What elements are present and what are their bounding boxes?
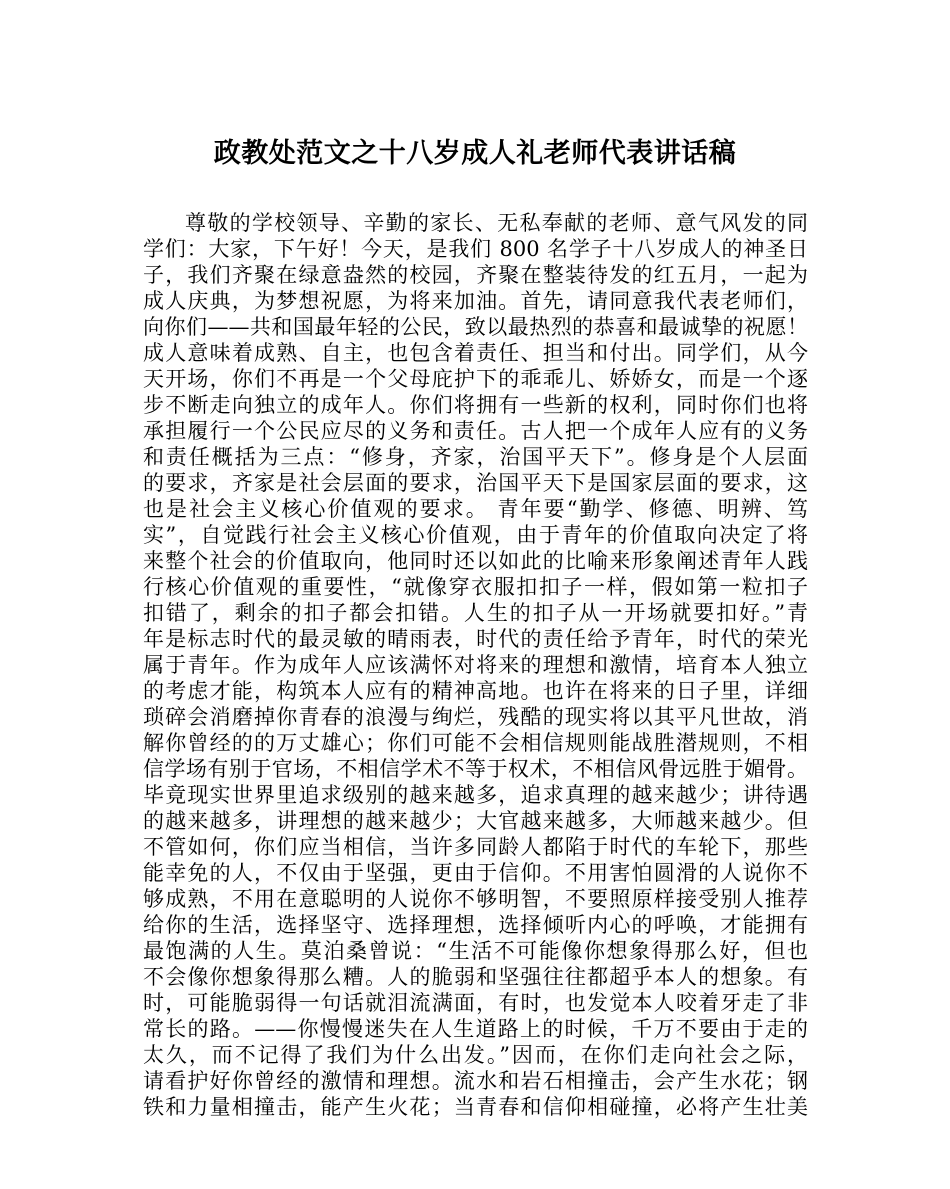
- text-line: 成人意味着成熟、自主，也包含着责任、担当和付出。同学们，从今: [143, 341, 808, 365]
- text-line: 和责任概括为三点：“修身，齐家，治国平天下”。修身是个人层面: [143, 445, 808, 469]
- text-line: 不会像你想象得那么糟。人的脆弱和坚强往往都超乎本人的想象。有: [143, 965, 808, 989]
- text-line: 成人庆典，为梦想祝愿，为将来加油。首先，请同意我代表老师们，: [143, 289, 808, 313]
- document-title: 政教处范文之十八岁成人礼老师代表讲话稿: [213, 138, 737, 169]
- text-line: 铁和力量相撞击，能产生火花；当青春和信仰相碰撞，必将产生壮美: [143, 1095, 808, 1119]
- text-line: 信学场有别于官场，不相信学术不等于权术，不相信风骨远胜于媚骨。: [143, 757, 808, 781]
- text-line: 够成熟，不用在意聪明的人说你不够明智，不要照原样接受别人推荐: [143, 887, 808, 911]
- text-line: 向你们——共和国最年轻的公民，致以最热烈的恭喜和最诚挚的祝愿！: [143, 315, 808, 339]
- text-line: 天开场，你们不再是一个父母庇护下的乖乖儿、娇娇女，而是一个逐: [143, 367, 808, 391]
- text-line: 的越来越多，讲理想的越来越少；大官越来越多，大师越来越少。但: [143, 809, 808, 833]
- text-line: 也是社会主义核心价值观的要求。 青年要“勤学、修德、明辨、笃: [143, 497, 808, 521]
- text-line: 属于青年。作为成年人应该满怀对将来的理想和激情，培育本人独立: [143, 653, 808, 677]
- text-line: 承担履行一个公民应尽的义务和责任。古人把一个成年人应有的义务: [143, 419, 808, 443]
- text-line: 尊敬的学校领导、辛勤的家长、无私奉献的老师、意气风发的同: [185, 211, 808, 235]
- text-line: 的考虑才能，构筑本人应有的精神高地。也许在将来的日子里，详细: [143, 679, 808, 703]
- text-line: 不管如何，你们应当相信，当许多同龄人都陷于时代的车轮下，那些: [143, 835, 808, 859]
- speech-body: [143, 210, 808, 1120]
- text-line: 时，可能脆弱得一句话就泪流满面，有时，也发觉本人咬着牙走了非: [143, 991, 808, 1015]
- text-line: 琐碎会消磨掉你青春的浪漫与绚烂，残酷的现实将以其平凡世故，消: [143, 705, 808, 729]
- text-line: 最饱满的人生。莫泊桑曾说：“生活不可能像你想象得那么好，但也: [143, 939, 808, 963]
- text-line: 学们：大家，下午好！今天，是我们 800 名学子十八岁成人的神圣日: [143, 237, 808, 261]
- text-line: 实”，自觉践行社会主义核心价值观，由于青年的价值取向决定了将: [143, 523, 808, 547]
- text-line: 毕竟现实世界里追求级别的越来越多，追求真理的越来越少；讲待遇: [143, 783, 808, 807]
- text-line: 常长的路。——你慢慢迷失在人生道路上的时候，千万不要由于走的: [143, 1017, 808, 1041]
- text-line: 来整个社会的价值取向，他同时还以如此的比喻来形象阐述青年人践: [143, 549, 808, 573]
- text-line: 太久，而不记得了我们为什么出发。”因而，在你们走向社会之际，: [143, 1043, 808, 1067]
- text-line: 行核心价值观的重要性，“就像穿衣服扣扣子一样，假如第一粒扣子: [143, 575, 808, 599]
- text-line: 能幸免的人，不仅由于坚强，更由于信仰。不用害怕圆滑的人说你不: [143, 861, 808, 885]
- text-line: 年是标志时代的最灵敏的晴雨表，时代的责任给予青年，时代的荣光: [143, 627, 808, 651]
- text-line: 扣错了，剩余的扣子都会扣错。人生的扣子从一开场就要扣好。”青: [143, 601, 808, 625]
- text-line: 请看护好你曾经的激情和理想。流水和岩石相撞击，会产生水花；钢: [143, 1069, 808, 1093]
- text-line: 的要求，齐家是社会层面的要求，治国平天下是国家层面的要求，这: [143, 471, 808, 495]
- text-line: 子，我们齐聚在绿意盎然的校园，齐聚在整装待发的红五月，一起为: [143, 263, 808, 287]
- text-line: 步不断走向独立的成年人。你们将拥有一些新的权利，同时你们也将: [143, 393, 808, 417]
- text-line: 解你曾经的的万丈雄心；你们可能不会相信规则能战胜潜规则，不相: [143, 731, 808, 755]
- text-line: 给你的生活，选择坚守、选择理想，选择倾听内心的呼唤，才能拥有: [143, 913, 808, 937]
